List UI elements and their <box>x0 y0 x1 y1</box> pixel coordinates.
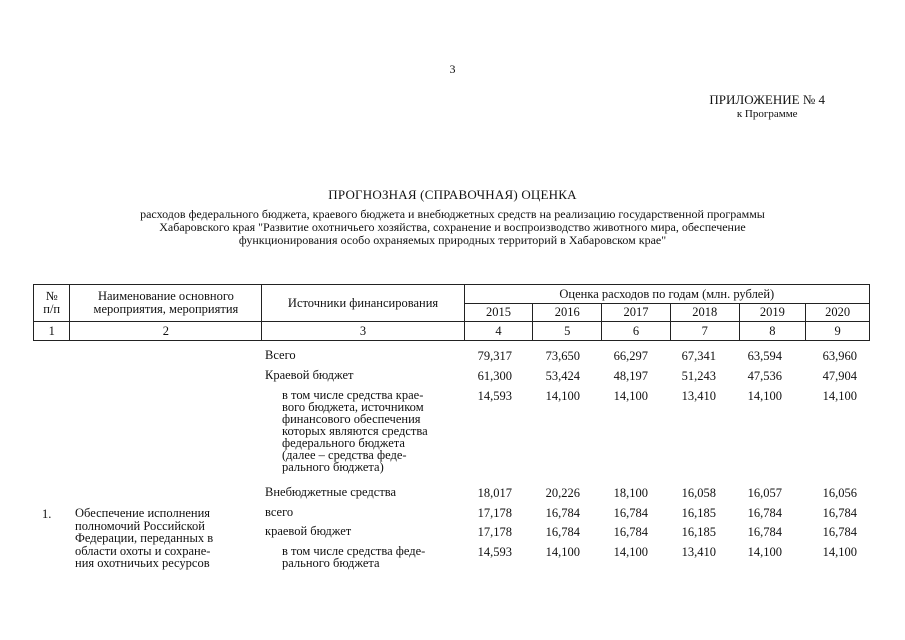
value-cell: 16,784 <box>613 525 648 539</box>
document-title: ПРОГНОЗНАЯ (СПРАВОЧНАЯ) ОЦЕНКА <box>328 187 577 202</box>
source-label <box>265 369 465 381</box>
header-year: 2018 <box>670 304 739 322</box>
source-line: рального бюджета <box>282 556 380 570</box>
item-name-line: области охоты и сохране- <box>75 543 211 558</box>
value-cell: 48,197 <box>613 369 648 383</box>
value-cell: 14,100 <box>545 545 580 559</box>
source-line: Краевой бюджет <box>265 368 354 382</box>
value-cell: 16,185 <box>681 525 716 539</box>
item-name <box>75 507 245 570</box>
header-num <box>34 285 70 322</box>
header-num-line: № <box>45 289 58 303</box>
table-header <box>33 284 870 341</box>
value-cell: 67,341 <box>681 349 716 363</box>
value-cell: 14,100 <box>822 389 857 403</box>
value-cell: 14,100 <box>747 545 782 559</box>
source-line: рального бюджета) <box>282 460 384 474</box>
item-name-line: Обеспечение исполнения <box>75 506 211 520</box>
value-cell: 66,297 <box>613 349 648 363</box>
value-cell: 18,017 <box>477 486 512 500</box>
item-name-line: ния охотничьих ресурсов <box>75 556 210 570</box>
page-number: 3 <box>449 62 456 76</box>
value-cell: 14,100 <box>613 389 648 403</box>
value-cell: 16,057 <box>747 486 782 500</box>
value-cell: 73,650 <box>545 349 580 363</box>
appendix-block <box>709 92 825 122</box>
header-name-line: Наименование основного <box>97 289 234 303</box>
value-cell: 20,226 <box>545 486 580 500</box>
value-cell: 51,243 <box>681 369 716 383</box>
source-line: всего <box>265 505 294 519</box>
header-num-line: п/п <box>43 302 61 316</box>
column-number: 9 <box>806 322 870 341</box>
source-label <box>265 486 465 498</box>
value-cell: 14,100 <box>613 545 648 559</box>
value-cell: 18,100 <box>613 486 648 500</box>
column-number: 7 <box>670 322 739 341</box>
value-cell: 61,300 <box>477 369 512 383</box>
value-cell: 16,784 <box>822 506 857 520</box>
value-cell: 16,784 <box>747 525 782 539</box>
value-cell: 13,410 <box>681 389 716 403</box>
source-line: вого бюджета, источником <box>282 400 424 414</box>
source-label <box>265 506 465 518</box>
header-sources: Источники финансирования <box>262 285 464 322</box>
document-subtitle <box>60 208 845 247</box>
source-line: Внебюджетные средства <box>265 485 397 499</box>
column-number: 1 <box>34 322 70 341</box>
value-cell: 47,904 <box>822 369 857 383</box>
header-name-line: мероприятия, мероприятия <box>93 302 239 316</box>
value-cell: 14,593 <box>477 389 512 403</box>
value-cell: 16,784 <box>747 506 782 520</box>
value-cell: 47,536 <box>747 369 782 383</box>
header-year: 2017 <box>602 304 671 322</box>
appendix-title: ПРИЛОЖЕНИЕ № 4 <box>709 92 825 107</box>
item-number: 1. <box>42 507 52 521</box>
value-cell: 17,178 <box>477 525 512 539</box>
header-year: 2015 <box>464 304 533 322</box>
value-cell: 16,056 <box>822 486 857 500</box>
source-line: финансового обеспечения <box>282 412 421 426</box>
value-cell: 63,594 <box>747 349 782 363</box>
header-year: 2020 <box>806 304 870 322</box>
column-number: 4 <box>464 322 533 341</box>
value-cell: 17,178 <box>477 506 512 520</box>
value-cell: 16,058 <box>681 486 716 500</box>
column-number: 3 <box>262 322 464 341</box>
column-number: 5 <box>533 322 602 341</box>
value-cell: 16,784 <box>613 506 648 520</box>
header-year: 2019 <box>739 304 806 322</box>
subtitle-line: Хабаровского края "Развитие охотничьего хозяйства, сохранение и воспроизводство животного мира, обеспечение <box>159 220 746 234</box>
source-line: федерального бюджета <box>282 436 405 450</box>
value-cell: 14,593 <box>477 545 512 559</box>
value-cell: 13,410 <box>681 545 716 559</box>
source-label <box>282 389 462 473</box>
value-cell: 14,100 <box>545 389 580 403</box>
value-cell: 14,100 <box>747 389 782 403</box>
item-name-line: полномочий Российской <box>75 518 205 533</box>
source-label <box>282 545 462 569</box>
column-number: 2 <box>70 322 262 341</box>
value-cell: 79,317 <box>477 349 512 363</box>
value-cell: 16,185 <box>681 506 716 520</box>
subtitle-line: расходов федерального бюджета, краевого бюджета и внебюджетных средств на реализацию государственной программы <box>140 207 765 221</box>
column-number: 8 <box>739 322 806 341</box>
item-name-line: Федерации, переданных в <box>75 531 214 545</box>
value-cell: 53,424 <box>545 369 580 383</box>
value-cell: 16,784 <box>545 506 580 520</box>
source-line: которых являются средства <box>282 424 428 438</box>
source-line: краевой бюджет <box>265 524 352 538</box>
value-cell: 63,960 <box>822 349 857 363</box>
subtitle-line: функционирования особо охраняемых природных территорий в Хабаровском крае" <box>238 233 667 247</box>
value-cell: 16,784 <box>545 525 580 539</box>
appendix-subtitle: к Программе <box>736 108 798 120</box>
source-line: Всего <box>265 348 296 362</box>
value-cell: 14,100 <box>822 545 857 559</box>
source-line: в том числе средства феде- <box>282 544 426 558</box>
header-name <box>70 285 262 322</box>
value-cell: 16,784 <box>822 525 857 539</box>
column-number: 6 <box>602 322 671 341</box>
source-label <box>265 349 465 361</box>
header-estimate: Оценка расходов по годам (млн. рублей) <box>464 285 869 304</box>
header-year: 2016 <box>533 304 602 322</box>
source-line: (далее – средства феде- <box>282 448 407 462</box>
source-line: в том числе средства крае- <box>282 388 424 402</box>
source-label <box>265 525 465 537</box>
